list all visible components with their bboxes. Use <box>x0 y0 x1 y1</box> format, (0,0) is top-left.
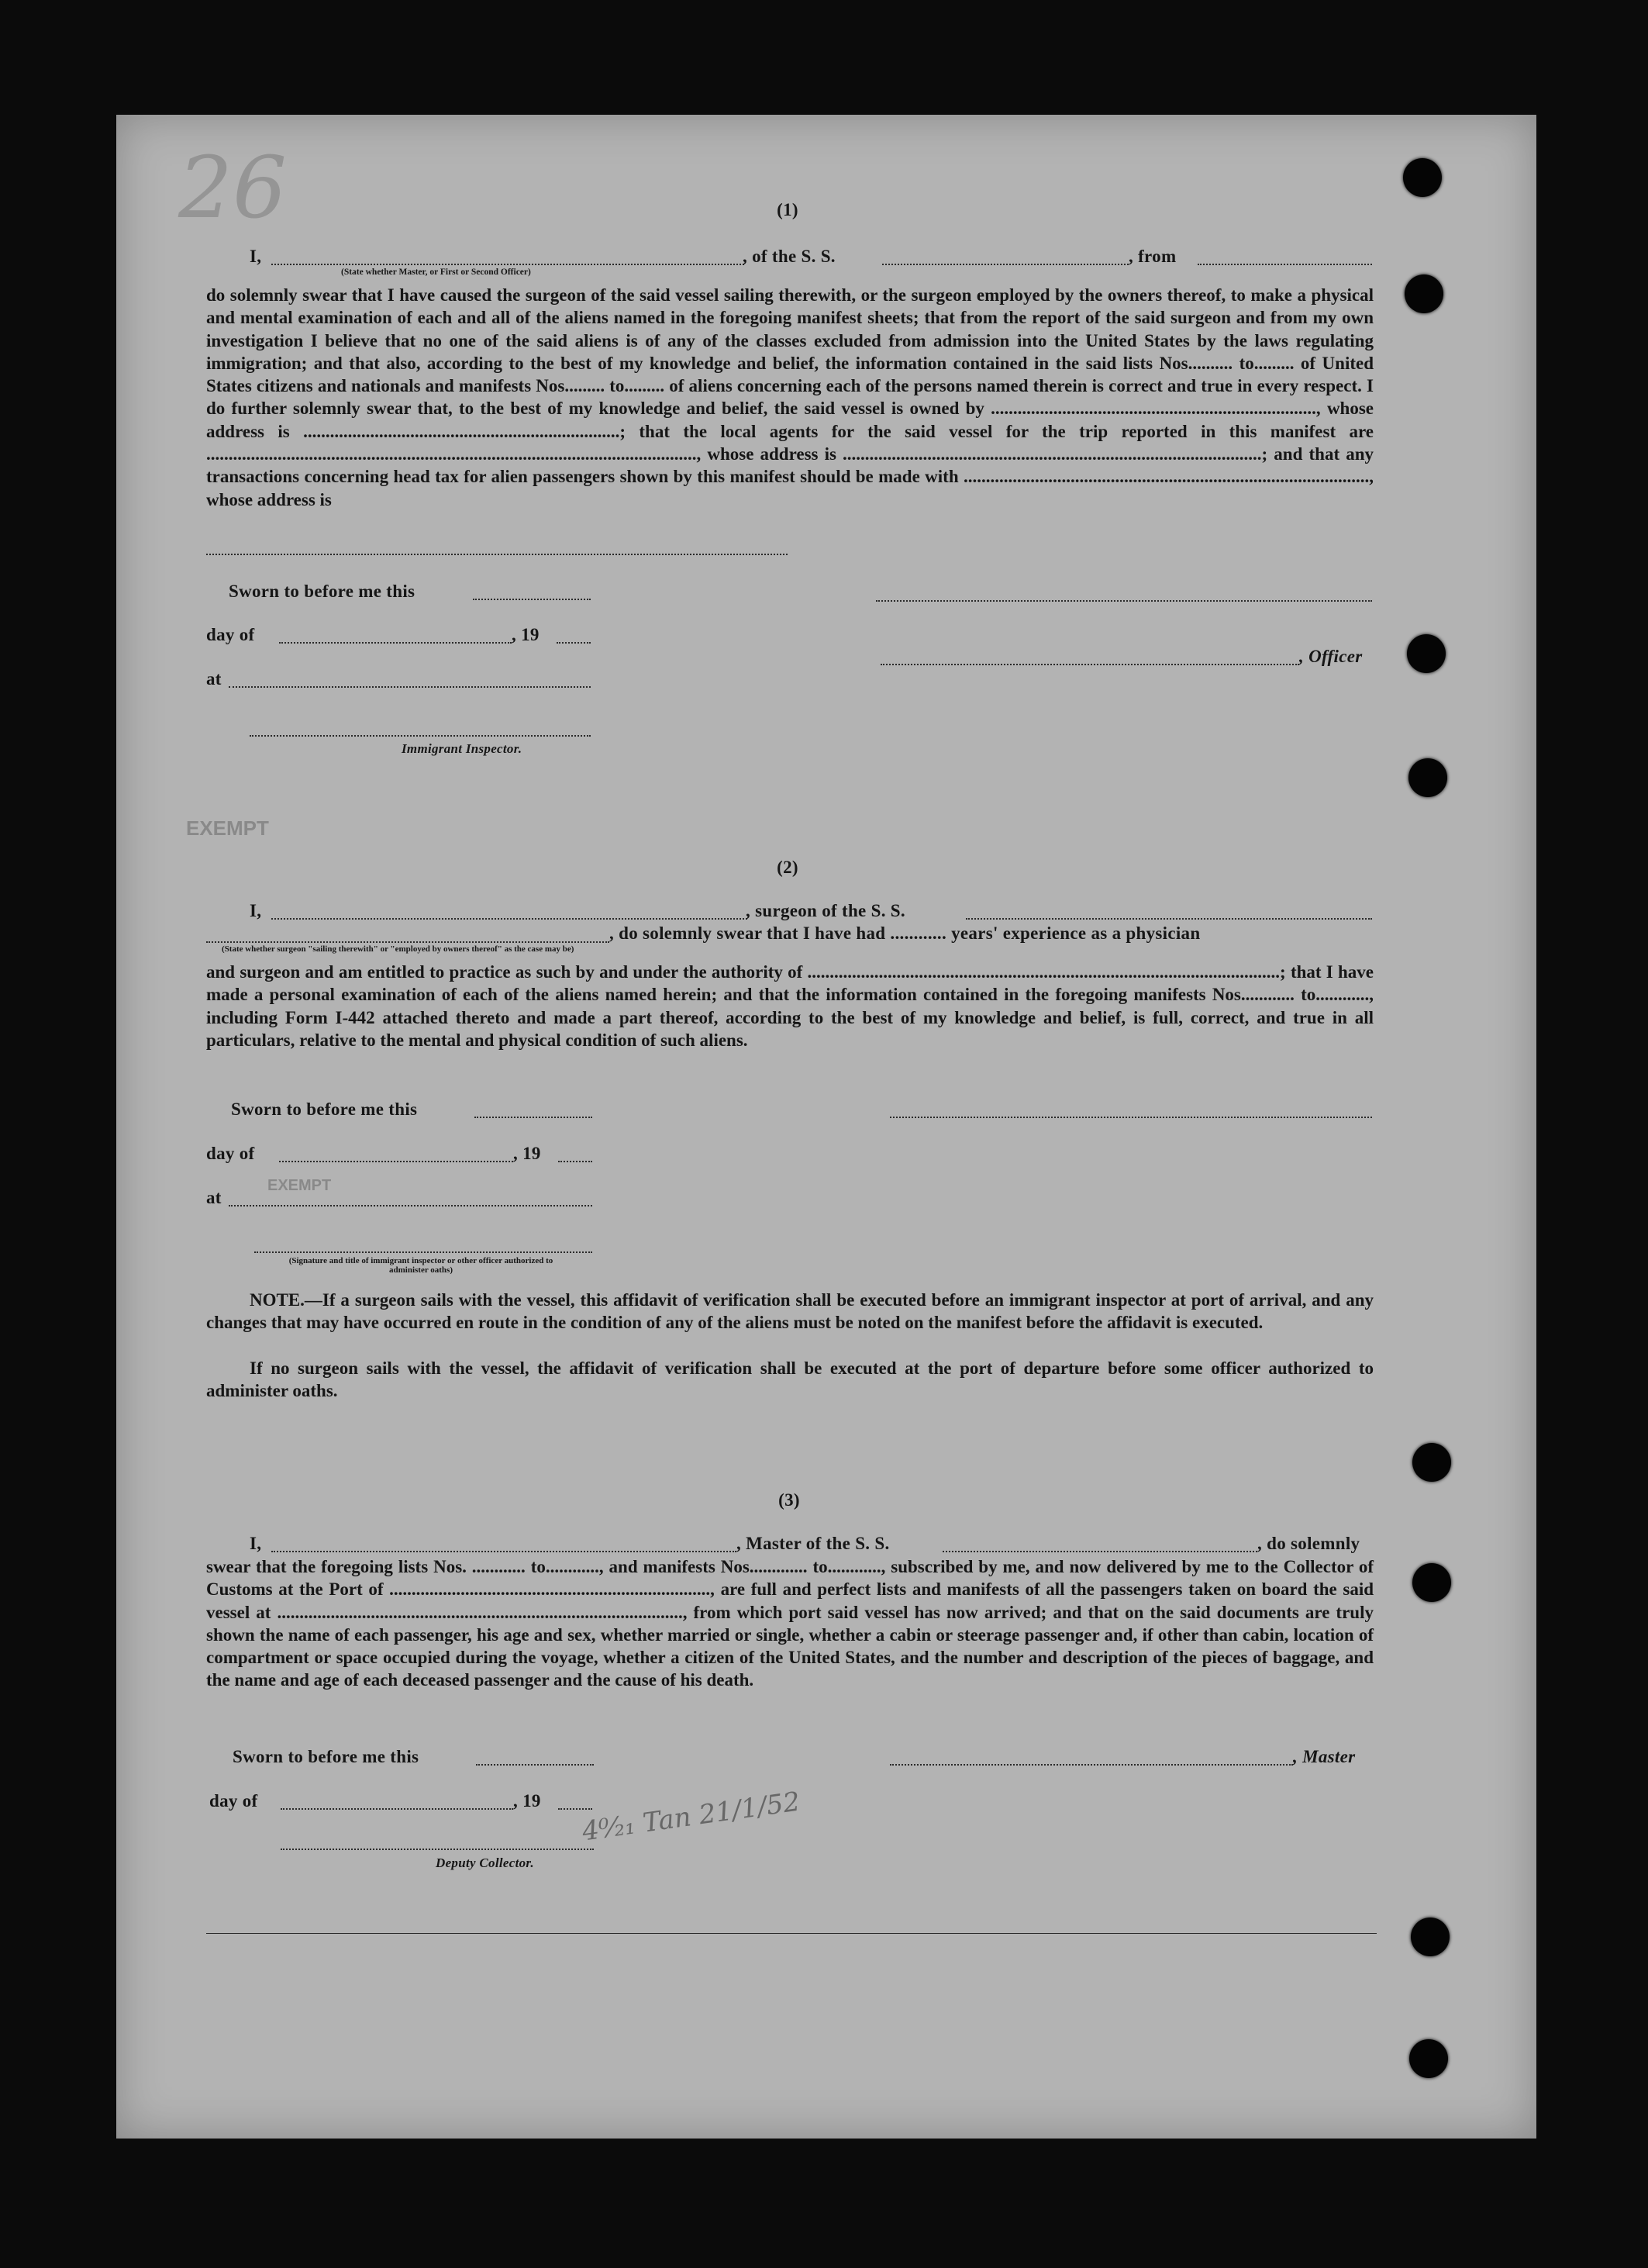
s1-officer-sig-blank <box>881 664 1299 665</box>
s1-i-label: I, <box>250 247 262 266</box>
punch-hole <box>1409 2039 1448 2078</box>
s2-surgeon-label: , surgeon of the S. S. <box>746 901 905 920</box>
s1-sworn-label: Sworn to before me this <box>229 582 415 601</box>
s2-sworn-label: Sworn to before me this <box>231 1099 418 1119</box>
s1-inspector-label: Immigrant Inspector. <box>402 741 522 756</box>
s1-day-label: day of <box>206 625 255 644</box>
s3-vessel-blank <box>943 1551 1257 1552</box>
handwritten-number: 26 <box>178 138 287 237</box>
s1-officer-sig-top <box>876 600 1372 602</box>
s2-day-label: day of <box>206 1144 255 1163</box>
punch-hole <box>1403 158 1442 197</box>
s1-inspector-blank <box>250 735 591 737</box>
s2-surgeon-sig-blank <box>890 1117 1372 1118</box>
punch-hole <box>1405 274 1443 313</box>
punch-hole <box>1408 758 1447 797</box>
s3-master-sig-blank <box>890 1764 1293 1766</box>
s3-i-label: I, <box>250 1534 262 1553</box>
punch-hole <box>1412 1563 1451 1602</box>
s1-officer-note: (State whether Master, or First or Second Officer) <box>341 268 531 277</box>
exempt-stamp: EXEMPT <box>186 816 269 840</box>
exempt-stamp: EXEMPT <box>267 1177 332 1194</box>
s2-at-blank <box>229 1205 592 1206</box>
s1-of-ss-label: , of the S. S. <box>743 247 836 266</box>
section-1-number: (1) <box>777 200 798 219</box>
s3-year-blank <box>558 1808 592 1810</box>
s2-surgeon-note: (State whether surgeon "sailing therewith" or "employed by owners thereof" as the case may be) <box>222 944 574 954</box>
s2-year-label: , 19 <box>513 1144 541 1163</box>
s3-name-blank <box>271 1551 736 1552</box>
s1-day-blank <box>279 642 512 644</box>
s2-name-blank <box>271 918 747 920</box>
s2-day-blank <box>279 1161 513 1162</box>
s3-deputy-sig-blank <box>281 1849 594 1850</box>
bottom-rule <box>206 1933 1377 1934</box>
s2-note-para-2: If no surgeon sails with the vessel, the affidavit of verification shall be executed at the port of departure before some officer authorized to administer oaths. <box>206 1358 1374 1401</box>
s2-surgeon-type-blank <box>206 941 609 943</box>
s3-sworn-blank <box>476 1764 594 1766</box>
s1-vessel-blank <box>882 264 1129 265</box>
s3-day-label: day of <box>209 1791 258 1811</box>
s1-from-label: , from <box>1129 247 1177 266</box>
s1-at-label: at <box>206 669 222 689</box>
section-3-number: (3) <box>778 1490 800 1510</box>
s3-master-label: , Master of the S. S. <box>736 1534 890 1553</box>
s3-year-label: , 19 <box>513 1791 541 1811</box>
punch-hole <box>1407 634 1446 673</box>
s2-signature-note: (Signature and title of immigrant inspector or other officer authorized to administer oaths) <box>288 1256 553 1275</box>
s2-note-para-1: NOTE.—If a surgeon sails with the vessel, this affidavit of verification shall be executed before an immigrant inspector at port of arrival, and any changes that may have occurred en route in the condition of any of the aliens must be noted on the manifest before the affidavit is executed. <box>206 1290 1374 1333</box>
s3-master-label: , Master <box>1293 1747 1356 1766</box>
s3-deputy-label: Deputy Collector. <box>436 1855 534 1870</box>
s1-oath-body: do solemnly swear that I have caused the surgeon of the said vessel sailing therewith, or the surgeon employed by the owners thereof, to make a physical and mental examination of each and all of the aliens named in the foregoing manifest sheets; that from the report of the said surgeon and from my own investigation I believe that no one of the said aliens is of any of the classes excluded from admission into the United States by the laws regulating immigration; and that also, according to the best of my knowledge and belief, the information contained in the said lists Nos.......... to......... of United States citizens and nationals and manifests Nos......... to......... of aliens concerning each of the persons named therein is correct and true in every respect. I do further solemnly swear that, to the best of my knowledge and belief, the said vessel is owned by ........................................................................., whose address is .......................................................................; that the local agents for the said vessel for the trip reported in this manifest are .............................................................................................................., whose address is ..............................................................................................; and that any transactions concerning head tax for alien passengers shown by this manifest should be made with ..........................................................................................., whose address is <box>206 285 1374 509</box>
s1-address-blank <box>206 554 788 555</box>
s2-vessel-blank <box>966 918 1372 920</box>
s2-year-blank <box>558 1161 592 1162</box>
s2-oath-body: and surgeon and am entitled to practice as such by and under the authority of ..........................................................................................................; that I have made a personal examination of each of the aliens named herein; and that the information contained in the foregoing manifests Nos............ to............, including Form I-442 attached thereto and made a part thereof, according to the best of my knowledge and belief, is full, correct, and true in all particulars, relative to the mental and physical condition of such aliens. <box>206 962 1374 1050</box>
s2-line2: , do solemnly swear that I have had ............ years' experience as a physician <box>609 923 1201 943</box>
s2-sworn-blank <box>474 1117 592 1118</box>
section-2-number: (2) <box>777 858 798 877</box>
punch-hole <box>1411 1918 1450 1956</box>
punch-hole <box>1412 1443 1451 1482</box>
s2-i-label: I, <box>250 901 262 920</box>
s1-officer-label: , Officer <box>1299 647 1363 666</box>
s3-day-blank <box>281 1808 513 1810</box>
s1-sworn-blank <box>473 599 591 600</box>
s2-at-label: at <box>206 1188 222 1207</box>
handwritten-annotation: 4⁰⁄₂₁ Tan 21/1/52 <box>580 1786 802 1848</box>
s1-officer-blank <box>271 264 744 265</box>
s2-inspector-sig-blank <box>254 1251 592 1253</box>
s1-year-label: , 19 <box>512 625 540 644</box>
s1-from-blank <box>1198 264 1372 265</box>
s1-at-blank <box>229 686 591 688</box>
document-page <box>116 115 1536 2139</box>
s1-year-blank <box>557 642 591 644</box>
s3-swear-label: , do solemnly <box>1257 1534 1360 1553</box>
s3-oath-body: swear that the foregoing lists Nos. ............ to............, and manifests Nos............. to............, subscribed by me, and now delivered by me to the Collector of Customs at the Port of ........................................................................, are full and perfect lists and manifests of all the passengers taken on board the said vessel at ..........................................................................................., from which port said vessel has now arrived; and that on the said documents are truly shown the name of each passenger, his age and sex, whether married or single, whether a cabin or steerage passenger and, if other than cabin, location of compartment or space occupied during the voyage, whether a citizen of the United States, and the number and description of the pieces of baggage, and the name and age of each deceased passenger and the cause of his death. <box>206 1557 1374 1690</box>
s3-sworn-label: Sworn to before me this <box>233 1747 419 1766</box>
